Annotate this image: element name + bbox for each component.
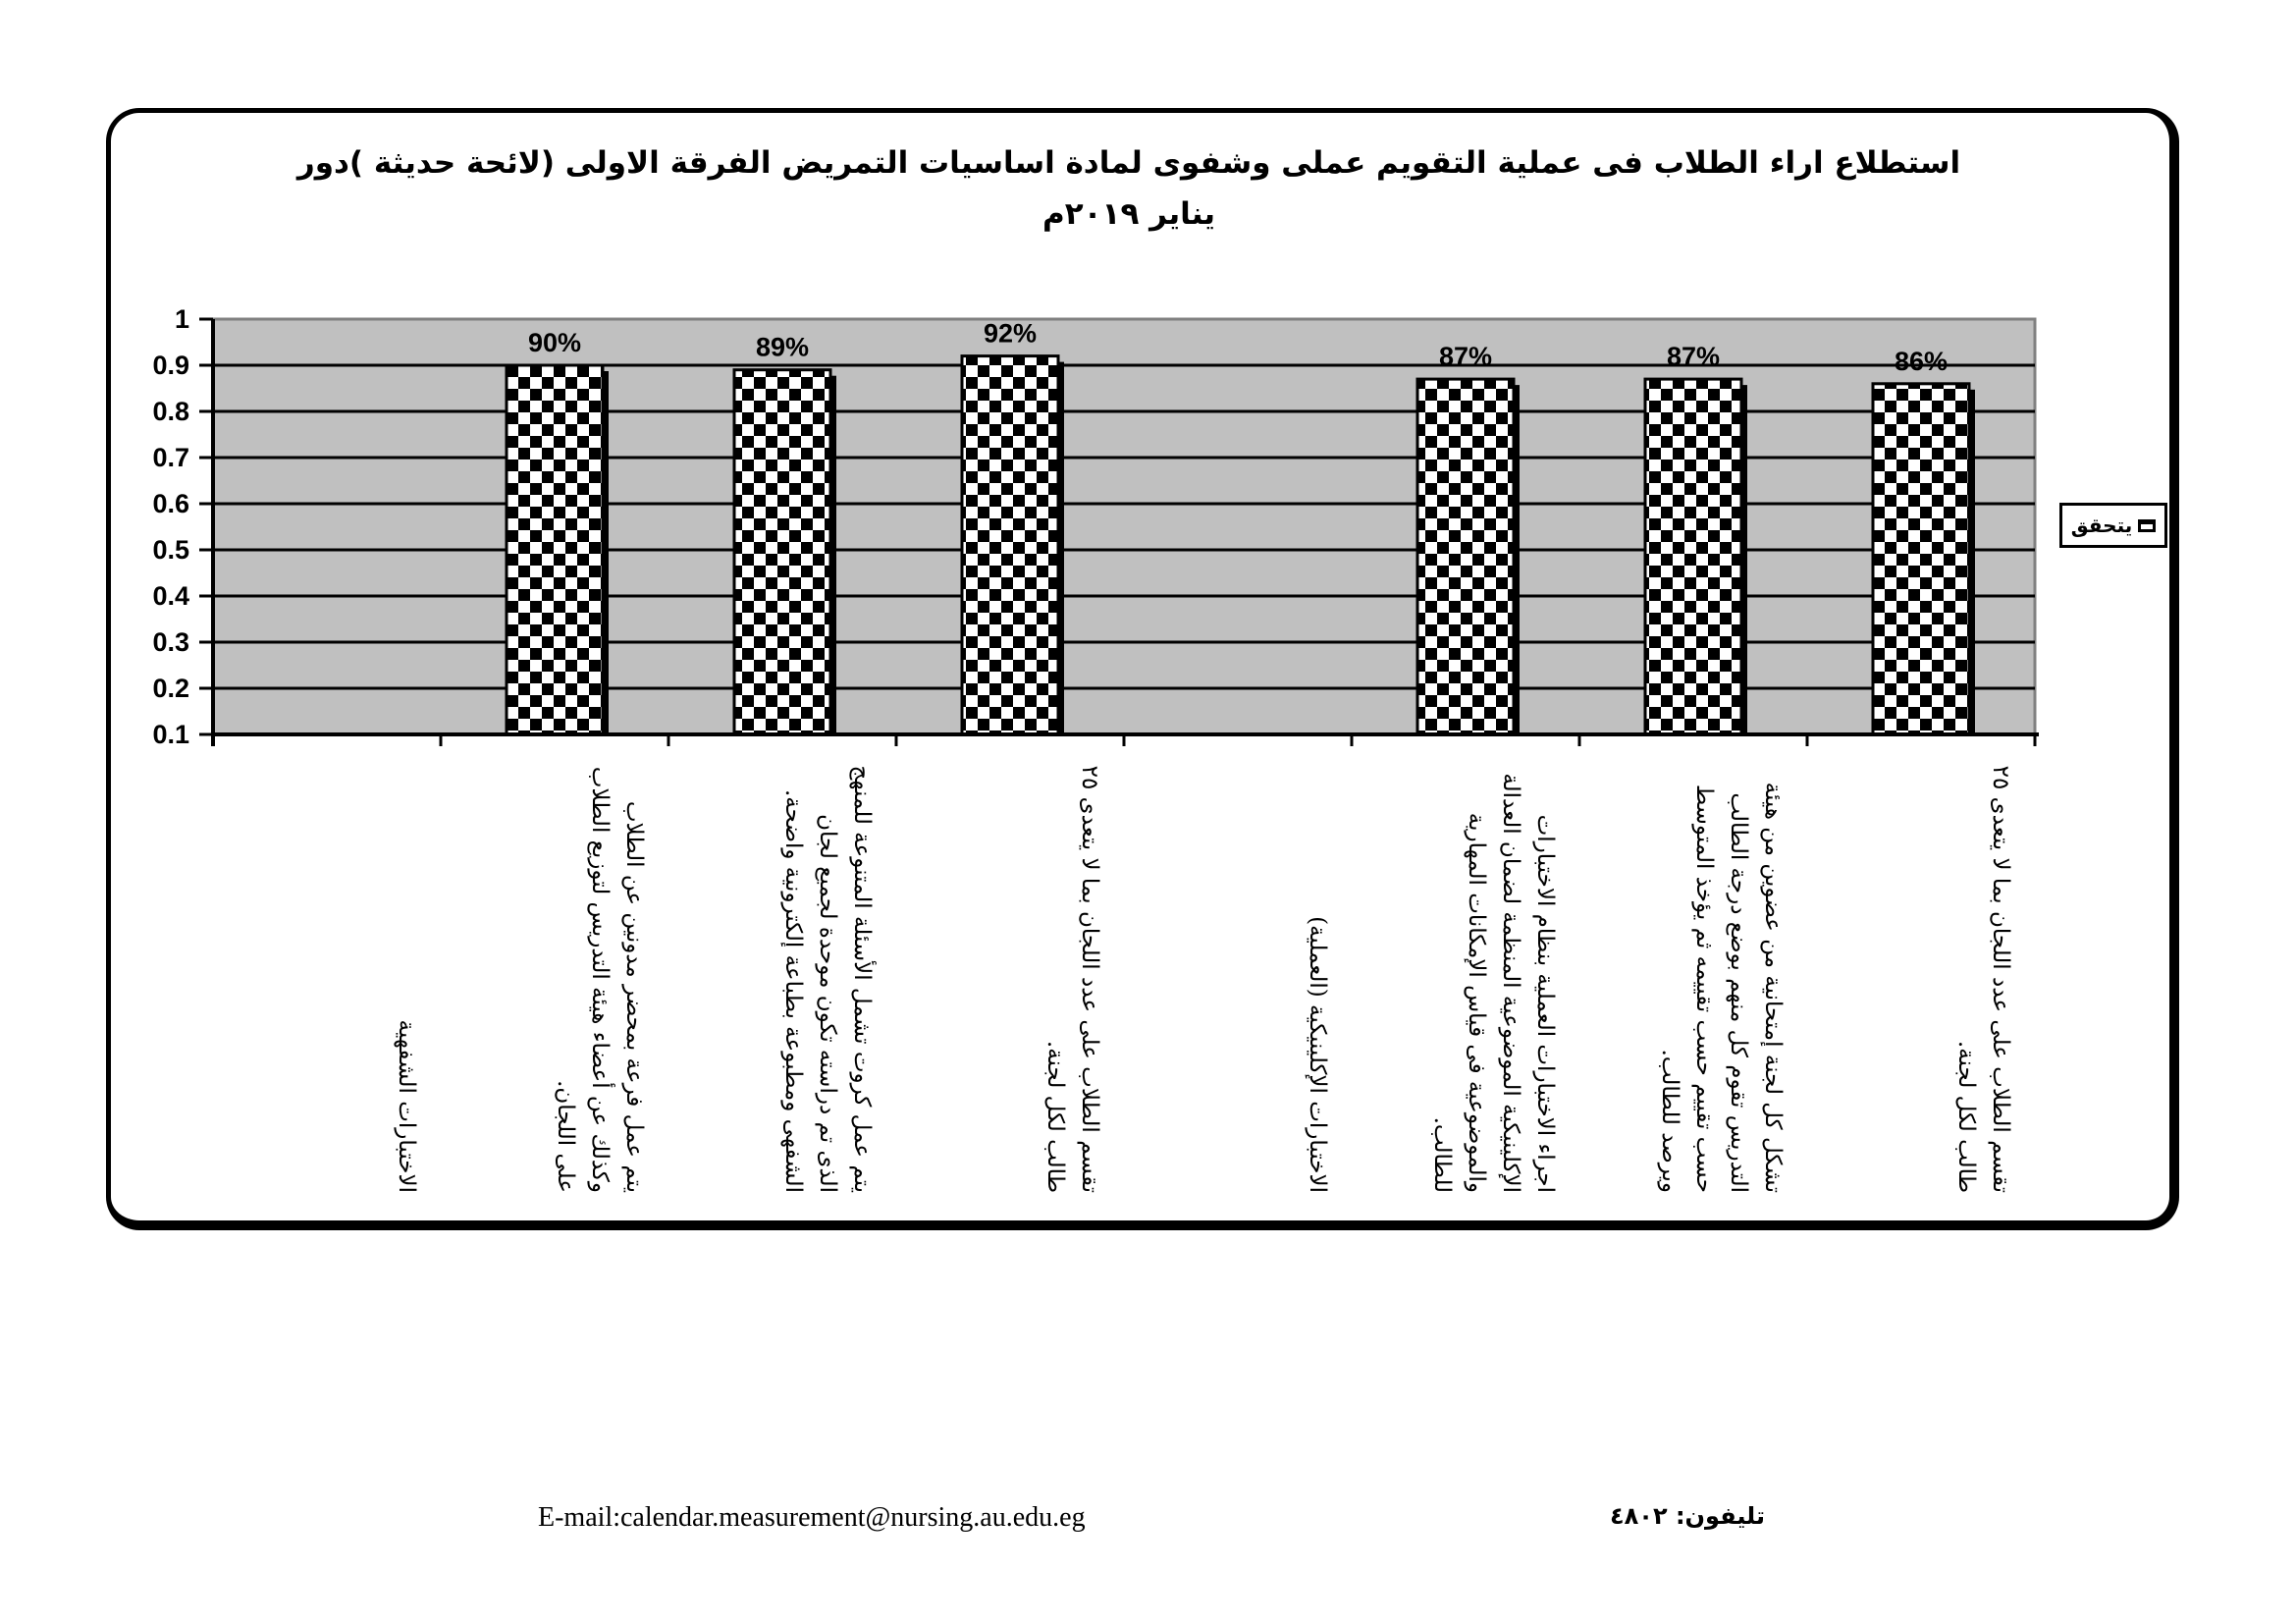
x-category-label: الاختبارات الشفهية	[394, 1019, 419, 1193]
data-label: 87%	[1666, 342, 1721, 372]
x-category-label: اجراء الاختبارات العملية بنظام الاختبارات الإكلينيكية الموضوعية المنظمة لضمان العدالة والموضوعية فى قياس الإمكانات المهارية للطالب.	[1429, 773, 1558, 1193]
x-category-label: تشكل كل لجنة إمتحانية من عضوين من هيئة التدريس تقوم كل منهم بوضع درجة الطالب حسب تقييم حسب تقييمه ثم يؤخذ المتوسط ويرصد للطالب.	[1657, 782, 1786, 1193]
footer-phone: تليفون: ٤٨٠٢	[1610, 1502, 1765, 1530]
x-category-label: يتم عمل كروت تشمل الأسئلة المتنوعة للمنهج الذى تم دراسته تكون موحدة لجميع لجان الشفهى ومطبوعة بطباعة إلكترونية واضحة.	[780, 765, 875, 1193]
x-category-label: تقسم الطلاب على عدد اللجان بما لا يتعدى ٢٥ طالب لكل لجنة.	[1042, 765, 1102, 1193]
legend	[2059, 503, 2167, 548]
y-tick-label: 0.5	[152, 535, 189, 565]
x-category-label: الاختبارات الإكلينيكية (العملية)	[1305, 916, 1330, 1193]
bar	[1873, 384, 1969, 734]
bar	[734, 370, 830, 734]
data-label: 86%	[1894, 346, 1949, 376]
y-tick-label: 0.6	[152, 489, 189, 518]
y-tick-label: 0.9	[152, 351, 189, 380]
y-tick-label: 1	[174, 304, 189, 334]
chart-title: استطلاع اراء الطلاب فى عملية التقويم عملى وشفوى لمادة اساسيات التمريض الفرقة الاولى (لائحة حديثة )دور يناير ٢٠١٩م	[296, 145, 1961, 232]
bar	[1417, 379, 1514, 734]
legend-swatch-icon	[2138, 519, 2156, 532]
bar	[962, 356, 1058, 734]
data-label: 89%	[755, 332, 810, 362]
y-tick-label: 0.8	[152, 397, 189, 426]
legend-label: يتحقق	[2070, 514, 2133, 537]
y-tick-label: 0.7	[152, 443, 189, 472]
y-tick-label: 0.3	[152, 627, 189, 657]
y-tick-label: 0.1	[152, 720, 189, 749]
data-label: 90%	[527, 328, 582, 357]
x-category-label: تقسم الطلاب على عدد اللجان بما لا يتعدى ٢٥ طالب لكل لجنة.	[1953, 765, 2013, 1193]
bar	[507, 365, 603, 734]
x-category-label: يتم عمل فرعة بمحضر مدونين عن الطلاب وكذلك عن أعضاء هيئة التدريس لتوزيع الطلاب على اللجان.	[553, 766, 647, 1193]
data-label: 92%	[983, 318, 1038, 349]
bar	[1645, 379, 1741, 734]
y-tick-label: 0.2	[152, 674, 189, 703]
plot-area	[213, 319, 2035, 734]
data-label: 87%	[1438, 342, 1493, 372]
y-tick-labels	[152, 304, 189, 749]
y-tick-label: 0.4	[152, 581, 189, 611]
footer-email: E-mail:calendar.measurement@nursing.au.edu.eg	[538, 1502, 1086, 1533]
